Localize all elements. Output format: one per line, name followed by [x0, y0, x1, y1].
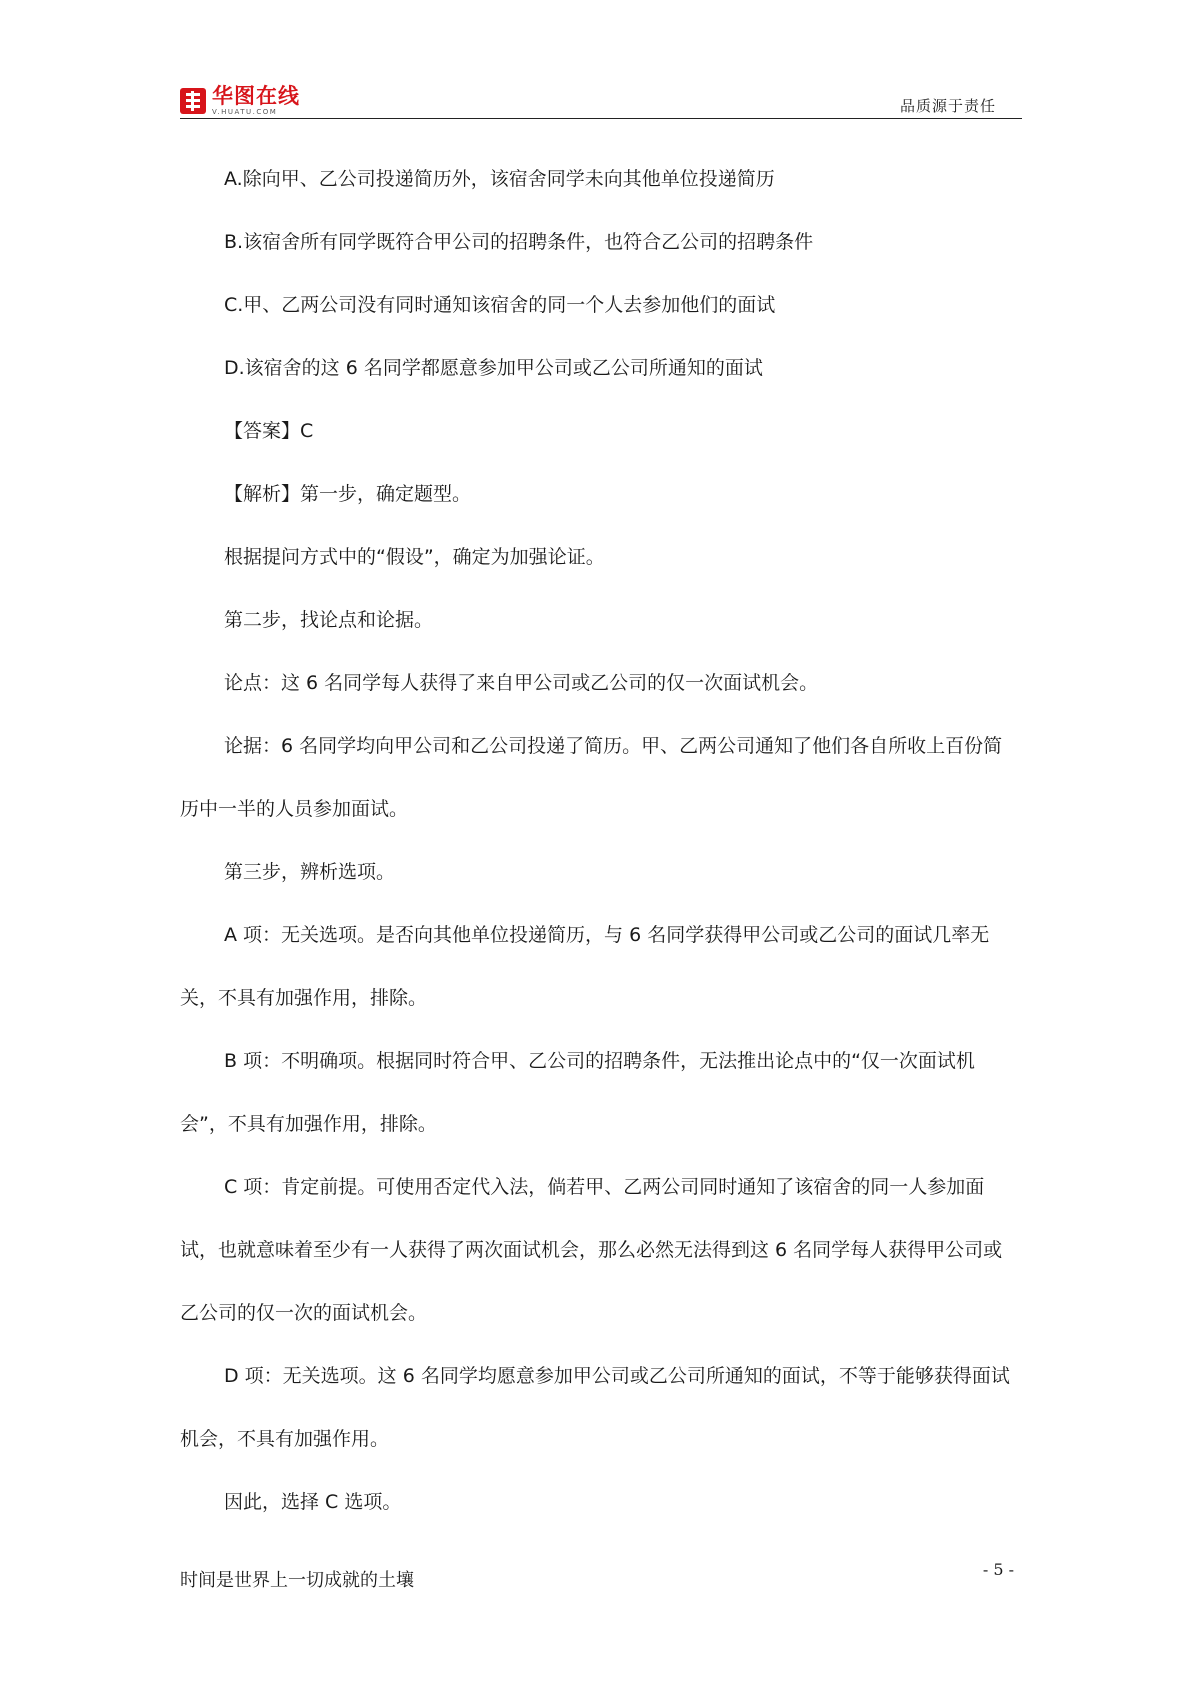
option-c-analysis: C 项：肯定前提。可使用否定代入法，倘若甲、乙两公司同时通知了该宿舍的同一人参加面试，也就意味着至少有一人获得了两次面试机会，那么必然无法得到这 6 名同学每人获得甲公司或乙公司的仅一次的面试机会。 [180, 1176, 1003, 1324]
option-b-analysis: B 项：不明确项。根据同时符合甲、乙公司的招聘条件，无法推出论点中的“仅一次面试机会”，不具有加强作用，排除。 [180, 1050, 975, 1135]
argument-point: 论点：这 6 名同学每人获得了来自甲公司或乙公司的仅一次面试机会。 [224, 672, 819, 694]
document-body [180, 148, 1012, 1534]
page-header [180, 82, 1022, 119]
header-slogan: 品质源于责任 [899, 97, 996, 115]
option-d: D.该宿舍的这 6 名同学都愿意参加甲公司或乙公司所通知的面试 [224, 357, 763, 379]
analysis-step-2: 第二步，找论点和论据。 [224, 609, 434, 631]
huatu-logo-icon [180, 88, 206, 114]
footer-motto: 时间是世界上一切成就的土壤 [180, 1570, 414, 1591]
option-d-analysis: D 项：无关选项。这 6 名同学均愿意参加甲公司或乙公司所通知的面试，不等于能够获得面试机会，不具有加强作用。 [180, 1365, 1010, 1450]
page-number: - 5 - [982, 1560, 1014, 1579]
argument-evidence: 论据：6 名同学均向甲公司和乙公司投递了简历。甲、乙两公司通知了他们各自所收上百份简历中一半的人员参加面试。 [180, 735, 1003, 820]
option-b: B.该宿舍所有同学既符合甲公司的招聘条件，也符合乙公司的招聘条件 [224, 231, 814, 253]
logo-domain: V.HUATU.COM [212, 108, 278, 116]
option-a-analysis: A 项：无关选项。是否向其他单位投递简历，与 6 名同学获得甲公司或乙公司的面试几率无关，不具有加强作用，排除。 [180, 924, 990, 1009]
option-c: C.甲、乙两公司没有同时通知该宿舍的同一个人去参加他们的面试 [224, 294, 776, 316]
analysis-step-1: 【解析】第一步，确定题型。 [224, 483, 472, 505]
analysis-step-3: 第三步，辨析选项。 [224, 861, 396, 883]
conclusion: 因此，选择 C 选项。 [224, 1491, 402, 1513]
huatu-logo [180, 86, 300, 116]
logo-name: 华图在线 [212, 84, 300, 108]
option-a: A.除向甲、乙公司投递简历外，该宿舍同学未向其他单位投递简历 [224, 168, 775, 190]
analysis-paragraph: 根据提问方式中的“假设”，确定为加强论证。 [224, 546, 605, 568]
answer: 【答案】C [224, 420, 314, 442]
